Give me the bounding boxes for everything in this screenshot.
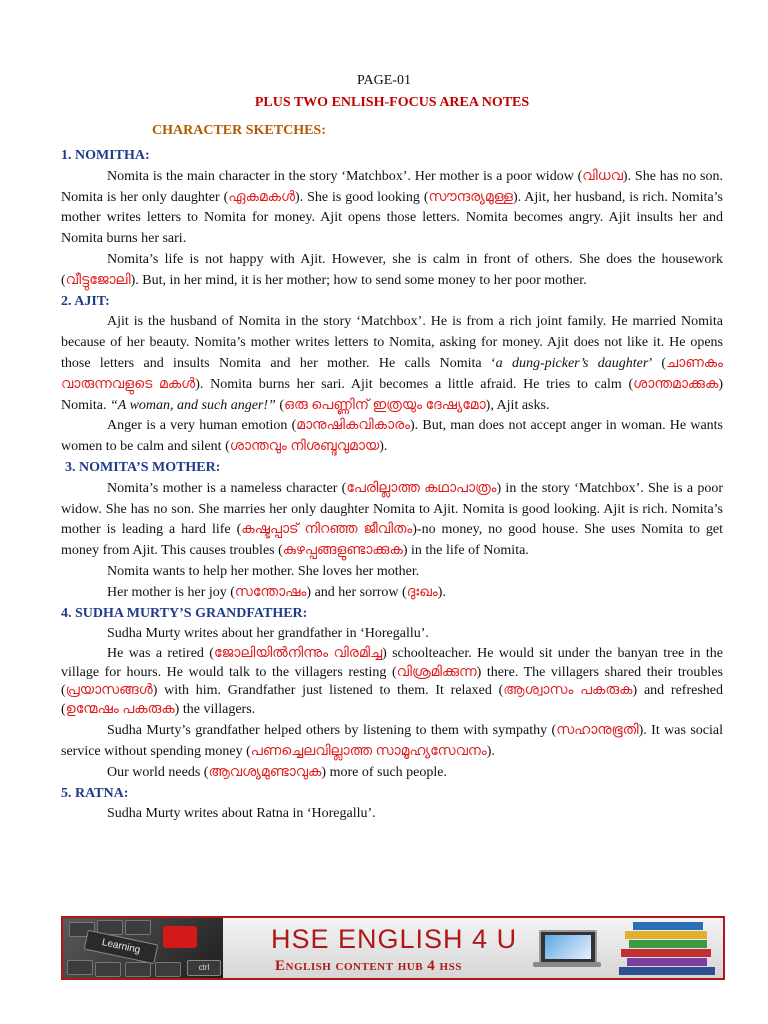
malayalam-gloss: ചാണകം വാരുന്നവളുടെ മകൾ	[61, 355, 723, 392]
red-key-icon	[163, 926, 197, 948]
malayalam-gloss: ദുഃഖം	[406, 584, 438, 600]
quoted-phrase: “A woman, and such anger!”	[110, 397, 276, 413]
laptop-screen	[545, 935, 591, 959]
ctrl-key: ctrl	[187, 960, 221, 976]
malayalam-gloss: ആവശ്യമുണ്ടാവുക	[208, 764, 322, 780]
text-run: Sudha Murty’s grandfather helped others by listening to them with sympathy (	[107, 723, 557, 739]
book	[621, 949, 711, 957]
brand-tagline: English content hub 4 hss	[275, 958, 462, 974]
text-run: ) and refreshed (	[61, 683, 724, 717]
malayalam-gloss: സൗന്ദര്യമുള്ള	[428, 189, 513, 205]
paragraph-nomitha-1	[61, 167, 723, 250]
text-run: ) there. The villagers shared their troubles (	[61, 664, 723, 699]
paragraph-mother-3	[61, 583, 723, 604]
text-run: Our world needs (	[107, 764, 209, 780]
keyboard-key	[95, 962, 121, 977]
section-title: CHARACTER SKETCHES:	[152, 123, 326, 138]
text-run: ) and her sorrow (	[306, 584, 407, 600]
paragraph-grandfather-2	[61, 645, 723, 719]
quoted-phrase: a dung-picker’s daughter	[495, 355, 649, 371]
text-run: ) with him. Grandfather just listened to them. It relaxed (	[152, 683, 504, 699]
text-run: ).	[379, 439, 388, 455]
malayalam-gloss: കഷ്ടപ്പാട് നിറഞ്ഞ ജീവിതം	[241, 522, 413, 538]
footer-banner	[61, 916, 725, 980]
text-run: ). It was social service without spending money (	[61, 723, 723, 759]
malayalam-gloss: വിധവ	[582, 168, 623, 184]
book	[625, 931, 707, 939]
text-run: ). But, in her mind, it is her mother; how to send some money to her poor mother.	[130, 272, 587, 288]
book	[629, 940, 707, 948]
paragraph-mother-2: Nomita wants to help her mother. She loves her mother.	[107, 563, 420, 579]
text-run: ). Ajit, her husband, is rich. Nomita’s mother writes letters to Nomita for money. Ajit opens those letters. Nomita becomes angry. Ajit insults her and Nomita burns her sari.	[61, 189, 723, 247]
malayalam-gloss: ശാന്തമാക്കുക	[633, 376, 719, 392]
text-run: (	[275, 397, 284, 413]
book	[619, 967, 715, 975]
text-run: Her mother is her joy (	[107, 584, 235, 600]
text-run: ’ (	[648, 355, 667, 371]
text-run: ).	[437, 584, 446, 600]
paragraph-ratna-1: Sudha Murty writes about Ratna in ‘Horegallu’.	[107, 806, 376, 822]
book	[627, 958, 707, 966]
heading-nomitha: 1. NOMITHA:	[61, 148, 150, 163]
malayalam-gloss: ജോലിയിൽനിന്നും വിരമിച്ച	[213, 646, 383, 662]
books-stack-icon	[619, 922, 715, 974]
paragraph-ajit-1	[61, 312, 723, 416]
malayalam-gloss: വിശ്രമിക്കുന്ന	[396, 664, 477, 680]
text-run: )-no money, no good house. She uses Nomita to get money from Ajit. This causes troubles (	[61, 522, 724, 559]
text-run: ). She is good looking (	[295, 189, 429, 205]
malayalam-gloss: പേരില്ലാത്ത കഥാപാത്രം	[346, 480, 497, 496]
text-run: Nomita is the main character in the story ‘Matchbox’. Her mother is a poor widow (	[107, 168, 583, 184]
malayalam-gloss: ഒരു പെണ്ണിന് ഇത്രയും ദേഷ്യമോ	[283, 397, 486, 413]
keyboard-key	[125, 962, 151, 977]
document-title: PLUS TWO ENLISH-FOCUS AREA NOTES	[254, 95, 530, 110]
malayalam-gloss: സന്തോഷം	[234, 584, 307, 600]
heading-ajit: 2. AJIT:	[61, 293, 110, 309]
keyboard-image	[63, 918, 223, 978]
text-run: ). She has no son. Nomita is her only daughter (	[61, 168, 723, 205]
page-number: PAGE-01	[357, 73, 411, 88]
keyboard-key	[67, 960, 93, 975]
text-run: ).	[486, 743, 495, 759]
document-body	[61, 146, 723, 825]
learning-key: Learning	[84, 930, 159, 965]
malayalam-gloss: പണച്ചെലവില്ലാത്ത സാമൂഹ്യസേവനം	[250, 743, 487, 759]
text-run: ) schoolteacher. He would sit under the banyan tree in the village for hours. He would talk to the villagers resting (	[61, 646, 723, 680]
heading-nomitas-mother: 3. NOMITA’S MOTHER:	[65, 459, 221, 475]
malayalam-gloss: ആശ്വാസം പകരുക	[503, 683, 633, 699]
text-run: ), Ajit asks.	[485, 397, 550, 413]
text-run: ) more of such people.	[321, 764, 447, 780]
text-run: He was a retired (	[107, 646, 214, 662]
paragraph-mother-1	[61, 479, 723, 562]
malayalam-gloss: ഏകമകൾ	[228, 189, 296, 205]
laptop-base	[533, 962, 601, 967]
paragraph-grandfather-1: Sudha Murty writes about her grandfather in ‘Horegallu’.	[107, 626, 429, 642]
malayalam-gloss: വീട്ടുജോലി	[65, 272, 131, 288]
text-run: Ajit is the husband of Nomita in the story ‘Matchbox’. He is from a rich joint family. He married Nomita because of her beauty. Nomita’s mother writes letters to Nomita, asking for money. Ajit does not like it. He opens those letters and insults Nomita and her mother. He calls Nomita ‘	[61, 314, 723, 371]
paragraph-grandfather-4	[61, 763, 723, 784]
text-run: ). But, man does not accept anger in woman. He wants women to be calm and silent (	[61, 418, 723, 455]
malayalam-gloss: കുഴപ്പങ്ങളുണ്ടാക്കുക	[282, 543, 403, 559]
text-run: Nomita’s life is not happy with Ajit. However, she is calm in front of others. She does the housework (	[61, 251, 723, 288]
brand-name: HSE ENGLISH 4 U	[271, 924, 518, 954]
text-run: ). Nomita burns her sari. Ajit becomes a little afraid. He tries to calm (	[195, 376, 634, 392]
malayalam-gloss: ശാന്തവും നിശബ്ദവുമായ	[229, 439, 380, 455]
heading-grandfather: 4. SUDHA MURTY’S GRANDFATHER:	[61, 605, 308, 621]
text-run: ) the villagers.	[174, 701, 256, 717]
text-run: Nomita’s mother is a nameless character (	[107, 480, 347, 496]
malayalam-gloss: മാനുഷികവികാരം	[296, 418, 410, 434]
paragraph-grandfather-3	[61, 721, 723, 763]
keyboard-key	[155, 962, 181, 977]
text-run: ) in the story ‘Matchbox’. She is a poor widow. She has no son. She marries her only daughter Nomita to Ajit. Nomita is good looking. Ajit is rich. Nomita’s mother is leading a hard life (	[61, 480, 723, 538]
heading-ratna: 5. RATNA:	[61, 785, 129, 801]
text-run: ) Nomita.	[61, 376, 724, 413]
malayalam-gloss: സഹാനുഭൂതി	[556, 723, 639, 739]
malayalam-gloss: പ്രയാസങ്ങൾ	[65, 683, 153, 699]
keyboard-key	[125, 920, 151, 935]
text-run: ) in the life of Nomita.	[402, 543, 529, 559]
paragraph-ajit-2	[61, 416, 723, 458]
laptop-icon	[539, 930, 597, 964]
paragraph-nomitha-2	[61, 250, 723, 292]
malayalam-gloss: ഉന്മേഷം പകരുക	[65, 701, 175, 717]
text-run: Anger is a very human emotion (	[107, 418, 297, 434]
book	[633, 922, 703, 930]
